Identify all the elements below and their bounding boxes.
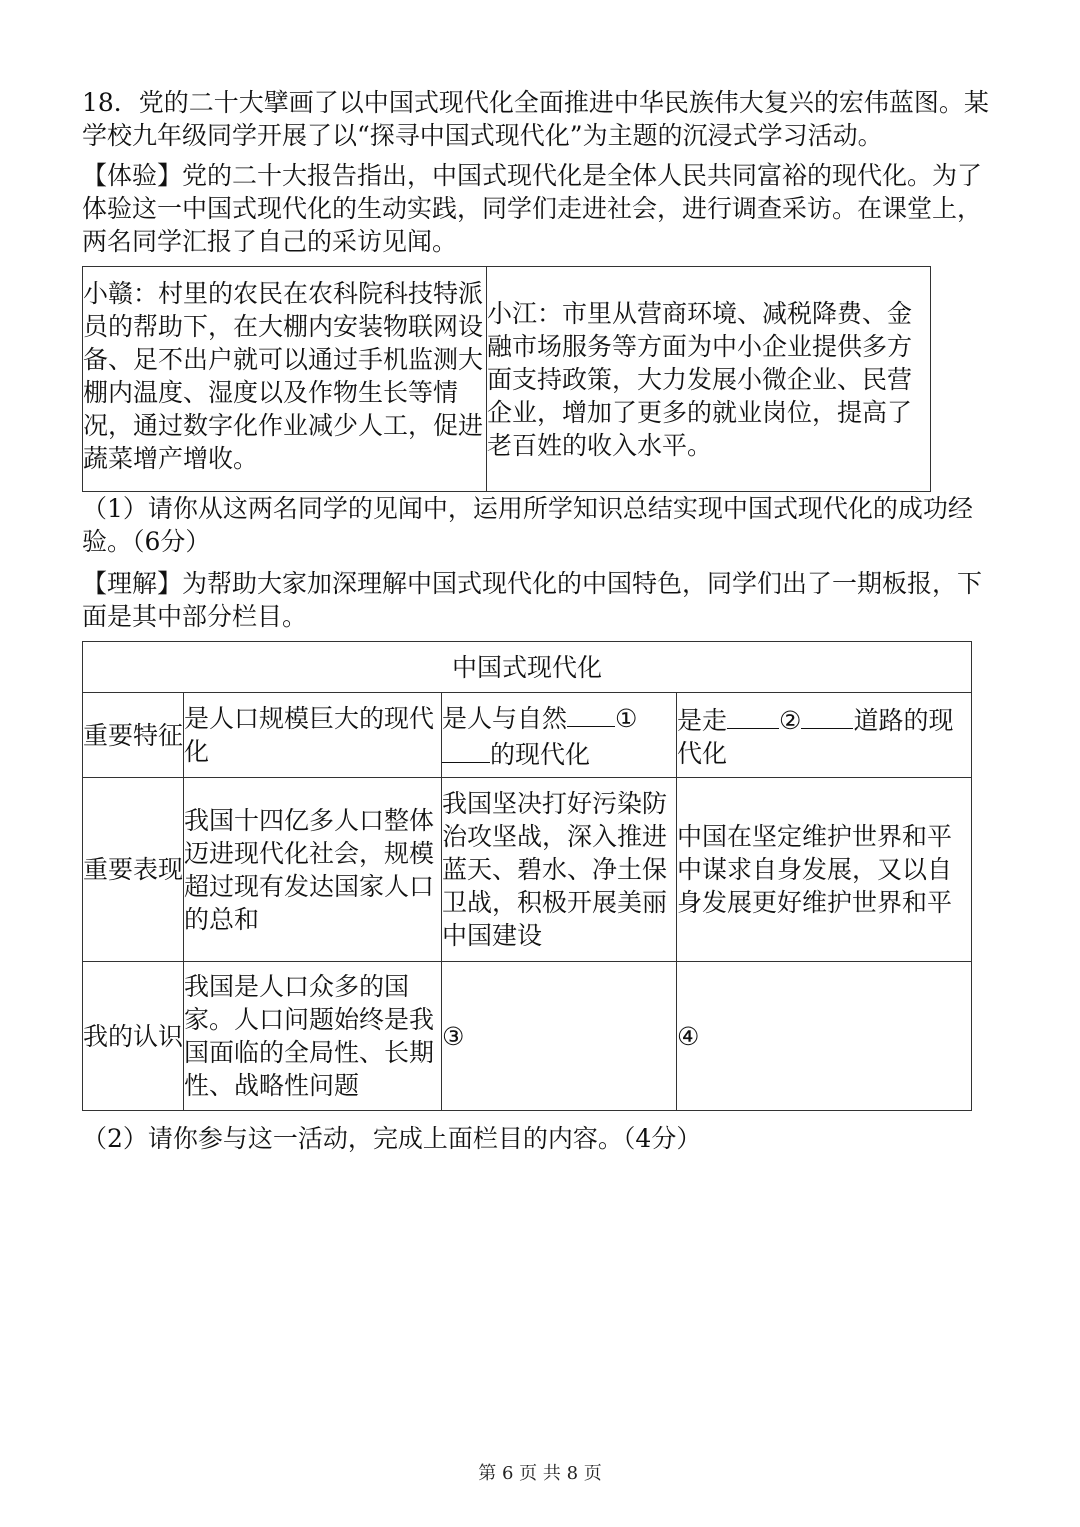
- experience-line-2: 体验这一中国式现代化的生动实践，同学们走进社会，进行调查采访。在课堂上，: [82, 194, 983, 223]
- intro-line-1: 18．党的二十大擘画了以中国式现代化全面推进中华民族伟大复兴的宏伟蓝图。某: [82, 88, 989, 117]
- understand-line-1: 【理解】为帮助大家加深理解中国式现代化的中国特色，同学们出了一期板报，下: [82, 569, 983, 598]
- feature-nature: 是人与自然 ① 的现代化: [442, 693, 677, 778]
- row-label-features: 重要特征: [83, 693, 184, 778]
- row-label-manifestations: 重要表现: [83, 778, 184, 962]
- interview-xiaojiang: 小江：市里从营商环境、减税降费、金融市场服务等方面为中小企业提供多方面支持政策，大力发展小微企业、民营企业，增加了更多的就业岗位，提高了老百姓的收入水平。: [487, 267, 931, 492]
- understanding-population: 我国是人口众多的国家。人口问题始终是我国面临的全局性、长期性、战略性问题: [184, 962, 442, 1111]
- board-title: 中国式现代化: [83, 642, 972, 693]
- manifest-population: 我国十四亿多人口整体迈进现代化社会，规模超过现有发达国家人口的总和: [184, 778, 442, 962]
- sub1-line-2: 验。（6分）: [82, 527, 211, 556]
- understand-line-2: 面是其中部分栏目。: [82, 602, 308, 631]
- experience-line-3: 两名同学汇报了自己的采访见闻。: [82, 227, 458, 256]
- sub1-line-1: （1）请你从这两名同学的见闻中，运用所学知识总结实现中国式现代化的成功经: [82, 494, 973, 523]
- answer-blank-4[interactable]: ④: [677, 962, 972, 1111]
- experience-line-1: 【体验】党的二十大报告指出，中国式现代化是全体人民共同富裕的现代化。为了: [82, 161, 983, 190]
- interview-table: [82, 266, 931, 492]
- blank-marker-2: ②: [779, 705, 802, 735]
- answer-blank-3[interactable]: ③: [442, 962, 677, 1111]
- blank-line[interactable]: [727, 701, 779, 729]
- feature-population: 是人口规模巨大的现代化: [184, 693, 442, 778]
- understand-section: [82, 567, 1002, 633]
- row-label-my-understanding: 我的认识: [83, 962, 184, 1111]
- sub-question-2: （2）请你参与这一活动，完成上面栏目的内容。（4分）: [82, 1124, 702, 1153]
- manifest-nature: 我国坚决打好污染防治攻坚战，深入推进蓝天、碧水、净土保卫战，积极开展美丽中国建设: [442, 778, 677, 962]
- intro-line-2: 学校九年级同学开展了以“探寻中国式现代化”为主题的沉浸式学习活动。: [82, 121, 883, 150]
- blank-line[interactable]: [442, 735, 490, 763]
- sub-question-1: [82, 492, 1002, 558]
- page-footer: 第 6 页 共 8 页: [478, 1463, 602, 1484]
- blank-line[interactable]: [801, 701, 853, 729]
- experience-section: [82, 159, 1002, 258]
- question-intro: [82, 86, 1002, 152]
- blank-line[interactable]: [567, 699, 615, 727]
- board-table: [82, 641, 972, 1111]
- blank-marker-1: ①: [615, 704, 638, 733]
- interview-xiaogan: 小赣：村里的农民在农科院科技特派员的帮助下，在大棚内安装物联网设备、足不出户就可以通过手机监测大棚内温度、湿度以及作物生长等情况，通过数字化作业减少人工，促进蔬菜增产增收。: [83, 267, 487, 492]
- feature-road: 是走 ② 道路的现代化: [677, 693, 972, 778]
- manifest-peace: 中国在坚定维护世界和平中谋求自身发展，又以自身发展更好维护世界和平: [677, 778, 972, 962]
